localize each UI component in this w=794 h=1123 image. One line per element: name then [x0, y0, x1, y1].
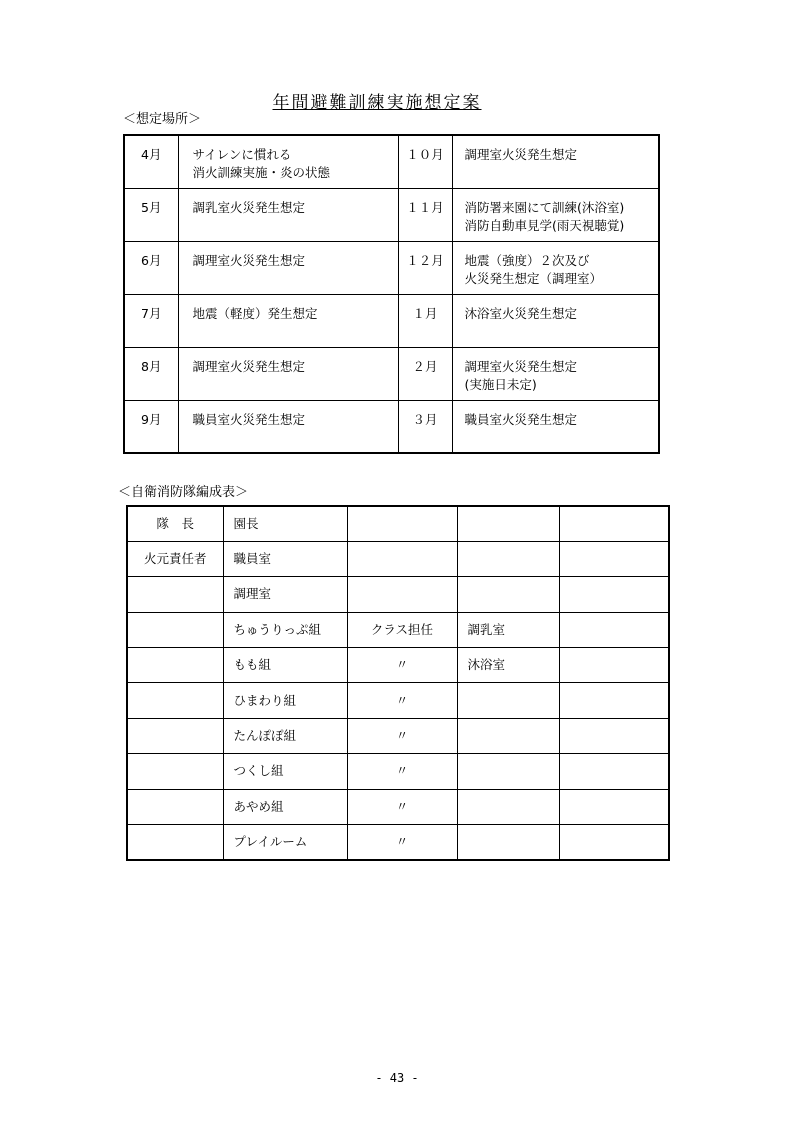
role-cell [127, 683, 223, 718]
assignment-cell: あやめ組 [223, 789, 347, 824]
event-text: 職員室火災発生想定 [464, 411, 578, 427]
event-right-cell [452, 400, 659, 453]
month-right-cell: １０月 [398, 135, 452, 188]
event-text: 消火訓練実施・炎の状態 [192, 165, 331, 180]
event-text: (実施日未定) [464, 376, 537, 392]
staff-cell: クラス担任 [347, 612, 457, 647]
month-left-cell: 6月 [124, 241, 178, 294]
brigade-row [127, 718, 669, 753]
event-left-cell [178, 188, 398, 241]
extra-cell [559, 789, 669, 824]
assignment-cell: 職員室 [223, 541, 347, 576]
room-cell [457, 825, 559, 860]
room-cell [457, 506, 559, 541]
staff-cell: 〃 [347, 718, 457, 753]
event-text: 地震（強度）２次及び [464, 252, 590, 268]
event-text: 調理室火災発生想定 [464, 147, 578, 162]
room-cell [457, 789, 559, 824]
brigade-row [127, 612, 669, 647]
assignment-cell: ひまわり組 [223, 683, 347, 718]
schedule-row [124, 135, 659, 188]
room-cell [457, 754, 559, 789]
assignment-cell: 調理室 [223, 577, 347, 612]
brigade-row [127, 683, 669, 718]
staff-cell: 〃 [347, 648, 457, 683]
month-right-cell: ３月 [398, 400, 452, 453]
event-text: サイレンに慣れる [192, 147, 292, 162]
month-left-cell: 9月 [124, 400, 178, 453]
event-left-cell [178, 135, 398, 188]
assignment-cell: もも組 [223, 648, 347, 683]
month-right-cell: １月 [398, 294, 452, 347]
extra-cell [559, 541, 669, 576]
extra-cell [559, 612, 669, 647]
staff-cell: 〃 [347, 825, 457, 860]
month-right-cell: １２月 [398, 241, 452, 294]
event-text: 地震（軽度）発生想定 [192, 305, 318, 321]
brigade-row [127, 789, 669, 824]
assignment-cell: プレイルーム [223, 825, 347, 860]
extra-cell [559, 648, 669, 683]
month-left-cell: 4月 [124, 135, 178, 188]
staff-cell [347, 577, 457, 612]
event-text: 調理室火災発生想定 [192, 358, 306, 374]
brigade-row [127, 577, 669, 612]
month-left-cell: 8月 [124, 347, 178, 400]
event-text: 消防自動車見学(雨天視聴覚) [464, 217, 625, 233]
month-left-cell: 5月 [124, 188, 178, 241]
staff-cell [347, 506, 457, 541]
room-cell: 沐浴室 [457, 648, 559, 683]
role-cell [127, 577, 223, 612]
brigade-row [127, 648, 669, 683]
month-left-cell: 7月 [124, 294, 178, 347]
room-cell: 調乳室 [457, 612, 559, 647]
extra-cell [559, 825, 669, 860]
assignment-cell: 園長 [223, 506, 347, 541]
month-right-cell: １１月 [398, 188, 452, 241]
event-text: 職員室火災発生想定 [192, 411, 306, 427]
extra-cell [559, 718, 669, 753]
room-cell [457, 541, 559, 576]
role-cell: 火元責任者 [127, 541, 223, 576]
schedule-row [124, 294, 659, 347]
month-right-cell: ２月 [398, 347, 452, 400]
event-right-cell [452, 188, 659, 241]
event-right-cell [452, 347, 659, 400]
event-text: 調乳室火災発生想定 [192, 199, 306, 215]
assignment-cell: ちゅうりっぷ組 [223, 612, 347, 647]
event-left-cell [178, 347, 398, 400]
page-title: 年間避難訓練実施想定案 [272, 93, 482, 113]
drill-schedule-table [123, 134, 660, 454]
role-cell [127, 718, 223, 753]
event-left-cell [178, 294, 398, 347]
schedule-section-label: ＜想定場所＞ [123, 112, 202, 127]
brigade-row [127, 825, 669, 860]
role-cell: 隊 長 [127, 506, 223, 541]
staff-cell: 〃 [347, 789, 457, 824]
assignment-cell: たんぽぽ組 [223, 718, 347, 753]
staff-cell: 〃 [347, 683, 457, 718]
event-left-cell [178, 400, 398, 453]
room-cell [457, 683, 559, 718]
event-text: 消防署来園にて訓練(沐浴室) [464, 199, 625, 215]
schedule-row [124, 188, 659, 241]
event-right-cell [452, 135, 659, 188]
room-cell [457, 718, 559, 753]
event-text: 沐浴室火災発生想定 [464, 305, 578, 321]
extra-cell [559, 754, 669, 789]
event-text: 調理室火災発生想定 [192, 252, 306, 268]
event-text: 調理室火災発生想定 [464, 358, 578, 374]
extra-cell [559, 683, 669, 718]
role-cell [127, 789, 223, 824]
fire-brigade-table [126, 505, 670, 861]
brigade-row [127, 754, 669, 789]
event-text: 火災発生想定（調理室） [464, 270, 603, 286]
extra-cell [559, 577, 669, 612]
schedule-row [124, 241, 659, 294]
event-left-cell [178, 241, 398, 294]
event-right-cell [452, 241, 659, 294]
brigade-row [127, 541, 669, 576]
schedule-row [124, 347, 659, 400]
page-number: - 43 - [375, 1071, 419, 1085]
brigade-section-label: ＜自衛消防隊編成表＞ [118, 485, 249, 500]
staff-cell: 〃 [347, 754, 457, 789]
room-cell [457, 577, 559, 612]
role-cell [127, 612, 223, 647]
assignment-cell: つくし組 [223, 754, 347, 789]
schedule-row [124, 400, 659, 453]
event-right-cell [452, 294, 659, 347]
staff-cell [347, 541, 457, 576]
extra-cell [559, 506, 669, 541]
role-cell [127, 825, 223, 860]
role-cell [127, 648, 223, 683]
role-cell [127, 754, 223, 789]
brigade-row [127, 506, 669, 541]
